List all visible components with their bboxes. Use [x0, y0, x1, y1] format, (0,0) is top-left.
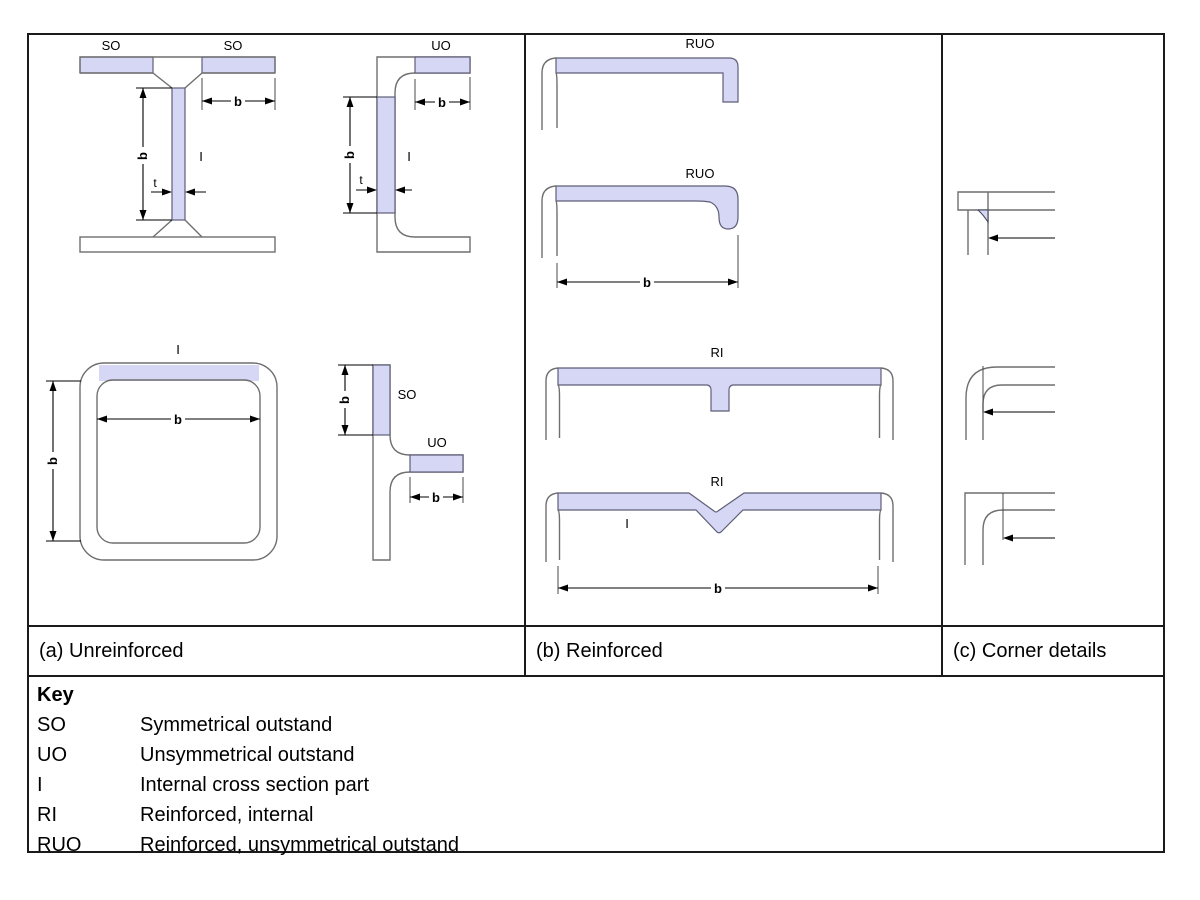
- corner-lines: [966, 367, 1055, 440]
- key-definition: Internal cross section part: [140, 774, 369, 796]
- label-i-top-wall: I: [176, 342, 180, 357]
- label-b: b: [135, 152, 150, 160]
- dimension-stem-b: [337, 365, 373, 435]
- dimension-height-b: [45, 381, 81, 541]
- label-b: b: [337, 396, 352, 404]
- weld-fillet: [978, 210, 988, 222]
- locator-arrowhead: [988, 235, 998, 242]
- key-definition: Reinforced, unsymmetrical outstand: [140, 834, 460, 856]
- caption-unreinforced: (a) Unreinforced: [39, 639, 184, 662]
- stem-so-part: [373, 365, 390, 435]
- web-internal-part: [172, 88, 185, 220]
- caption-corner-details: (c) Corner details: [953, 639, 1107, 662]
- dimension-flange-b: [410, 477, 463, 505]
- key-definition: Reinforced, internal: [140, 804, 314, 826]
- label-b: b: [174, 412, 182, 427]
- caption-reinforced: (b) Reinforced: [536, 639, 663, 662]
- box-outer-outline: [80, 363, 277, 560]
- label-b: b: [342, 151, 357, 159]
- locator-arrowhead: [1003, 535, 1013, 542]
- top-flange-left-so: [80, 57, 153, 73]
- dimension-b: [557, 235, 738, 290]
- label-ri: RI: [710, 345, 724, 360]
- corner-detail-welded: [958, 192, 1055, 255]
- label-ri: RI: [710, 474, 724, 489]
- corner-detail-rounded: [966, 366, 1055, 440]
- label-i-web: I: [199, 149, 203, 164]
- label-so-right: SO: [223, 38, 243, 53]
- diagram-ri-stem-rib: [546, 345, 893, 440]
- label-b: b: [234, 94, 242, 109]
- corner-lines: [958, 192, 1055, 255]
- ruo-flange-part: [556, 186, 738, 229]
- diagram-ruo-square-lip: [542, 36, 738, 130]
- key-definition: Unsymmetrical outstand: [140, 744, 355, 766]
- label-b: b: [45, 457, 60, 465]
- label-so-left: SO: [101, 38, 121, 53]
- label-b: b: [643, 275, 651, 290]
- dimension-web-b: [135, 88, 172, 220]
- flange-uo-part: [415, 57, 470, 73]
- locator-arrowhead: [983, 409, 993, 416]
- diagram-channel-section: [342, 38, 470, 252]
- ri-flange-with-rib: [558, 368, 881, 411]
- label-uo: UO: [427, 435, 447, 450]
- label-i-web: I: [407, 149, 411, 164]
- diagram-ruo-curled-lip: [542, 166, 738, 290]
- diagram-box-section: [45, 342, 277, 560]
- key-term: RUO: [37, 834, 82, 856]
- key-term: I: [37, 774, 43, 796]
- label-uo: UO: [431, 38, 451, 53]
- label-b: b: [714, 581, 722, 596]
- dimension-b: [558, 566, 878, 596]
- web-continuation-lines: [542, 186, 557, 258]
- top-flange-right-so: [202, 57, 275, 73]
- top-wall-internal-part: [99, 365, 259, 381]
- label-b: b: [438, 95, 446, 110]
- web-continuation-lines: [542, 58, 557, 130]
- dimension-flange-b: [202, 78, 275, 110]
- diagram-tee-outstands: [337, 365, 463, 560]
- key-term: UO: [37, 744, 67, 766]
- diagram-ri-v-groove: [546, 474, 893, 596]
- bottom-flange: [80, 237, 275, 252]
- flange-uo-part: [410, 455, 463, 472]
- dimension-flange-b: [415, 77, 470, 110]
- dimension-web-b: [342, 97, 377, 213]
- label-i: I: [625, 516, 629, 531]
- corner-lines: [965, 493, 1055, 565]
- diagram-i-section: [80, 38, 275, 252]
- label-t: t: [359, 173, 363, 187]
- label-t: t: [153, 176, 157, 190]
- label-b: b: [432, 490, 440, 505]
- label-ruo: RUO: [685, 36, 715, 51]
- key-term: RI: [37, 804, 57, 826]
- ruo-flange-part: [556, 58, 738, 102]
- label-so: SO: [397, 387, 417, 402]
- key-definition: Symmetrical outstand: [140, 714, 333, 736]
- key-title: Key: [37, 684, 74, 706]
- web-internal-part: [377, 97, 395, 213]
- key-term: SO: [37, 714, 66, 736]
- label-ruo: RUO: [685, 166, 715, 181]
- corner-detail-square-outer: [965, 493, 1055, 565]
- ri-flange-with-groove: [558, 493, 881, 533]
